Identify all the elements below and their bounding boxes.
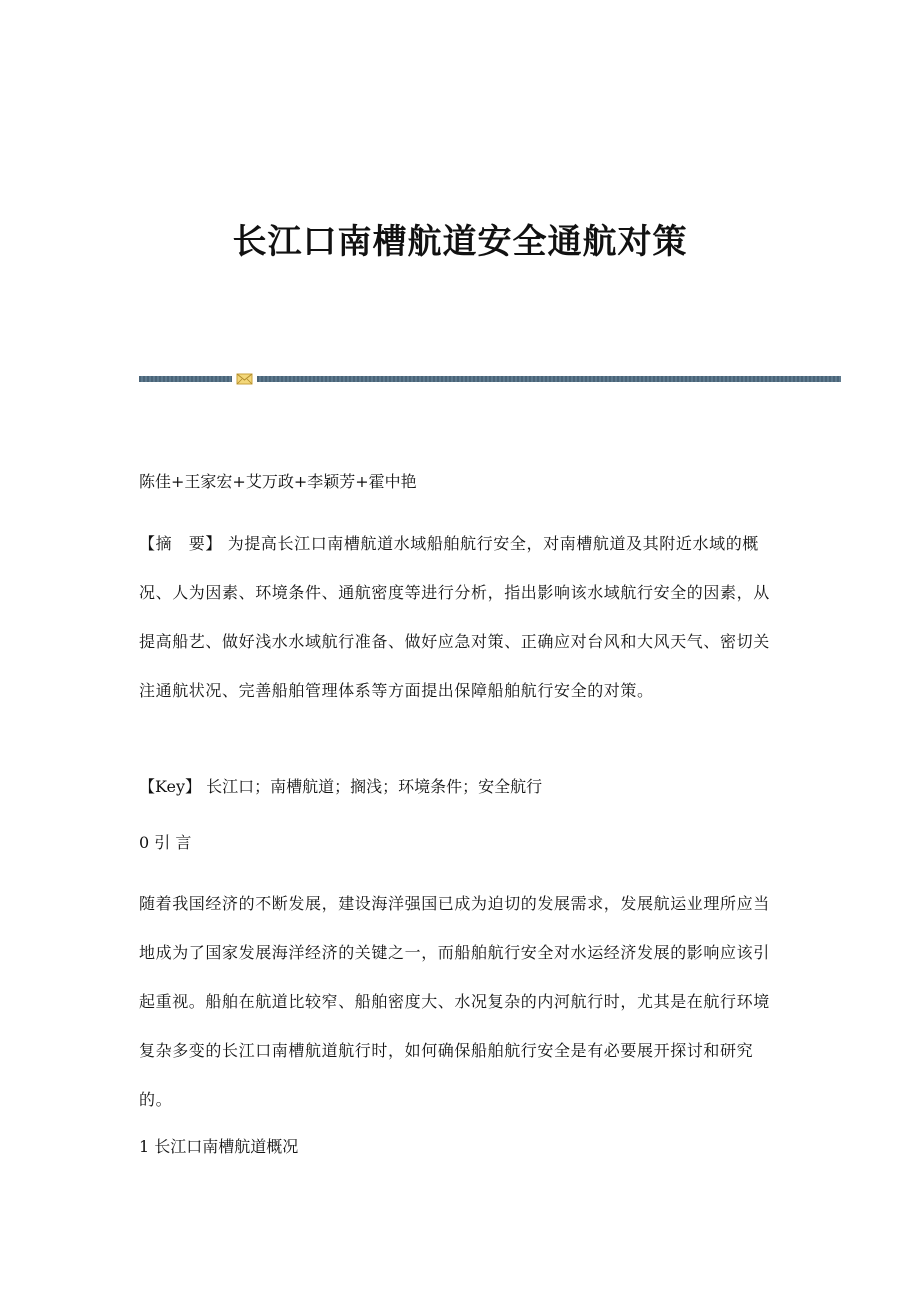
keywords-paragraph bbox=[139, 771, 779, 803]
abstract-label: 【摘 要】 bbox=[139, 534, 223, 553]
introduction-paragraph: 随着我国经济的不断发展，建设海洋强国已成为迫切的发展需求，发展航运业理所应当地成为了国家发展海洋经济的关键之一，而船舶航行安全对水运经济发展的影响应该引起重视。船舶在航道比较窄、船舶密度大、水况复杂的内河航行时，尤其是在航行环境复杂多变的长江口南槽航道航行时，如何确保船舶航行安全是有必要展开探讨和研究的。 bbox=[139, 894, 770, 1109]
envelope-ornament-icon bbox=[236, 373, 253, 385]
abstract-paragraph bbox=[139, 519, 779, 715]
keywords-label: 【Key】 bbox=[139, 777, 202, 796]
section-heading-introduction: 0 引 言 bbox=[139, 833, 192, 852]
abstract-text: 为提高长江口南槽航道水域船舶航行安全，对南槽航道及其附近水域的概况、人为因素、环境条件、通航密度等进行分析，指出影响该水域航行安全的因素，从提高船艺、做好浅水水域航行准备、做好应急对策、正确应对台风和大风天气、密切关注通航状况、完善船舶管理体系等方面提出保障船舶航行安全的对策。 bbox=[139, 534, 770, 700]
divider-bar-right bbox=[257, 376, 841, 382]
author-list: 陈佳+王家宏+艾万政+李颖芳+霍中艳 bbox=[139, 472, 417, 491]
keywords-text: 长江口；南槽航道；搁浅；环境条件；安全航行 bbox=[206, 777, 543, 796]
section-heading-overview: 1 长江口南槽航道概况 bbox=[139, 1137, 299, 1156]
document-title: 长江口南槽航道安全通航对策 bbox=[232, 222, 688, 262]
divider-bar-left bbox=[139, 376, 232, 382]
title-divider bbox=[139, 373, 841, 385]
